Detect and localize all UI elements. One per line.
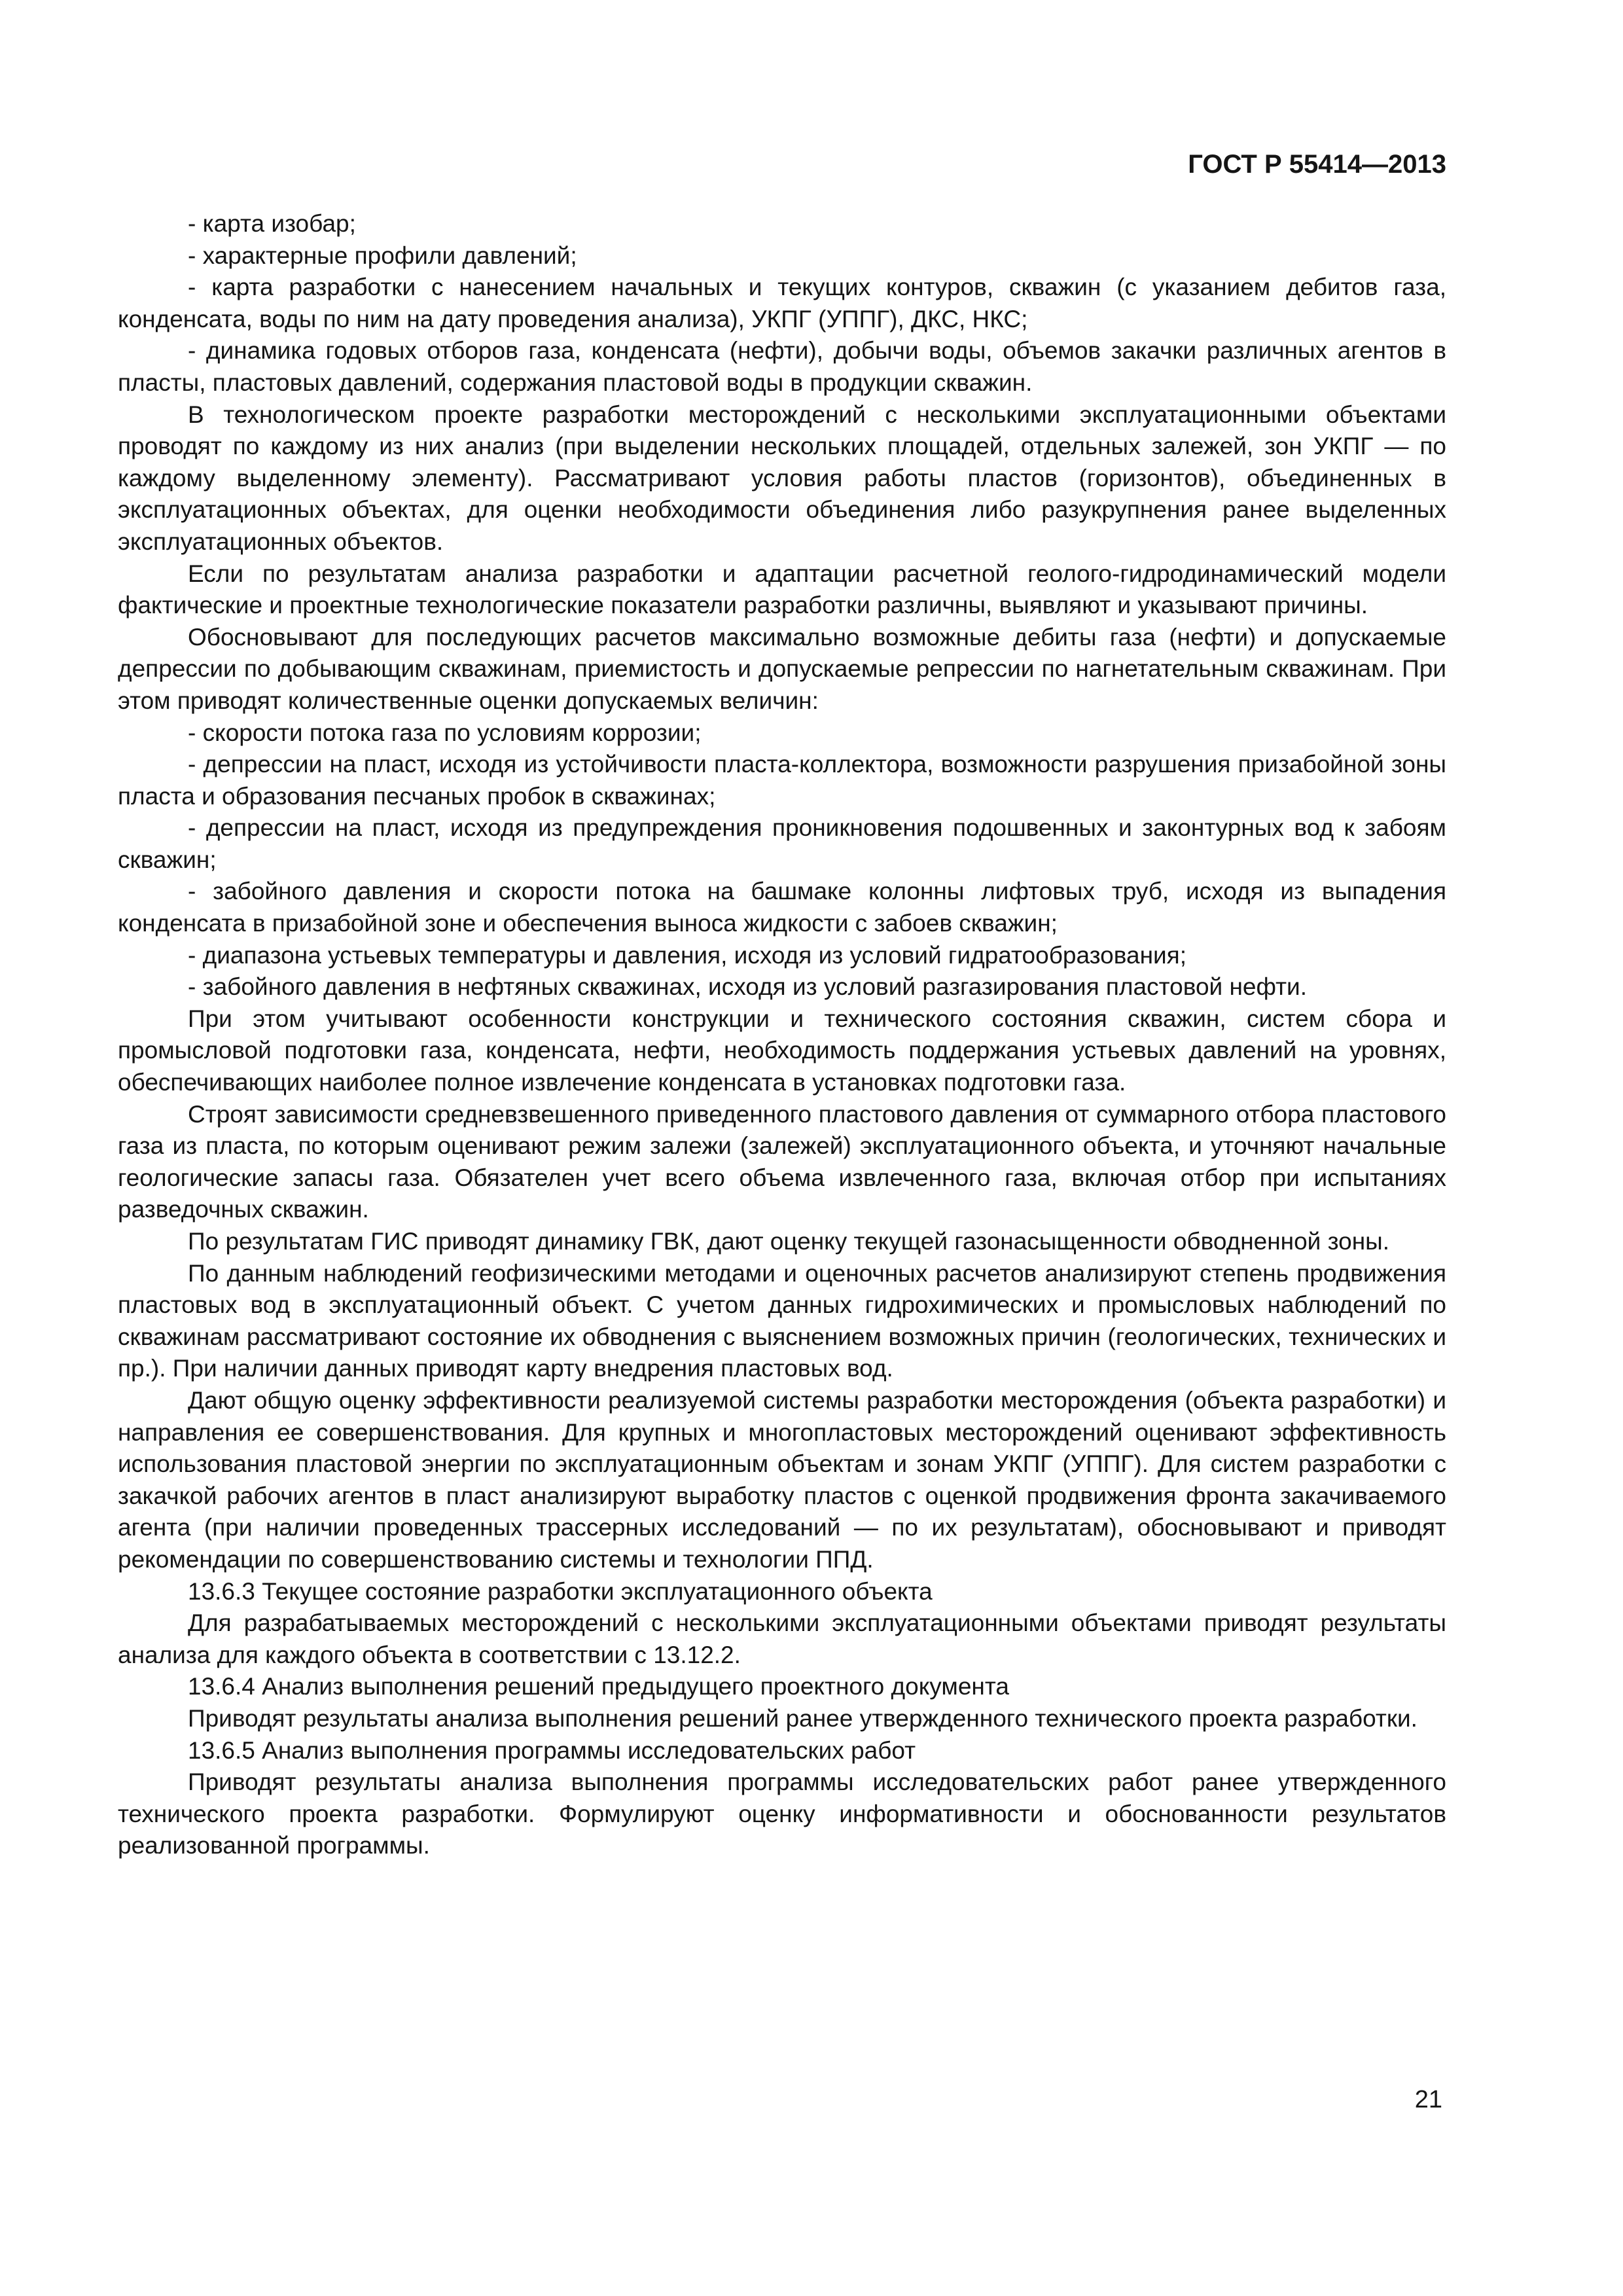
paragraph-13-6-3-body: Для разрабатываемых месторождений с несколькими эксплуатационными объектами приводят результаты анализа для каждого объекта в соответствии с 13.12.2. [118, 1609, 1446, 1668]
section-heading-13-6-3: 13.6.3 Текущее состояние разработки эксплуатационного объекта [188, 1577, 933, 1605]
list-item-pressure-profiles: - характерные профили давлений; [188, 242, 577, 269]
paragraph-flow-rate-justification: Обосновывают для последующих расчетов максимально возможные дебиты газа (нефти) и допускаемые депрессии по добывающим скважинам, приемистость и допускаемые репрессии по нагнетательным скважинам. При этом приводят количественные оценки допускаемых величин: [118, 623, 1446, 714]
list-item-drawdown-stability: - депрессии на пласт, исходя из устойчивости пласта-коллектора, возможности разрушения призабойной зоны пласта и образования песчаных пробок в скважинах; [118, 751, 1446, 810]
paragraph-gis-results: По результатам ГИС приводят динамику ГВК, дают оценку текущей газонасыщенности обводненной зоны. [188, 1228, 1390, 1255]
list-item-gas-velocity: - скорости потока газа по условиям коррозии; [188, 719, 702, 746]
list-item-bottomhole-pressure: - забойного давления и скорости потока на башмаке колонны лифтовых труб, исходя из выпадения конденсата в призабойной зоне и обеспечения выноса жидкости с забоев скважин; [118, 878, 1446, 937]
page-number: 21 [1414, 2086, 1442, 2113]
paragraph-well-construction: При этом учитывают особенности конструкции и технического состояния скважин, систем сбора и промысловой подготовки газа, конденсата, нефти, необходимость поддержания устьевых давлений на уровнях, обеспечивающих наиболее полное извлечение конденсата в установках подготовки газа. [118, 1005, 1446, 1096]
paragraph-13-6-4-body: Приводят результаты анализа выполнения решений ранее утвержденного технического проекта разработки. [188, 1704, 1418, 1732]
body-text [118, 208, 1446, 1862]
list-item-oil-well-pressure: - забойного давления в нефтяных скважинах, исходя из условий разгазирования пластовой нефти. [188, 973, 1308, 1001]
document-designation: ГОСТ Р 55414—2013 [1188, 150, 1446, 179]
paragraph-13-6-5-body: Приводят результаты анализа выполнения программы исследовательских работ ранее утвержденного технического проекта разработки. Формулируют оценку информативности и обоснованности результатов реализованной программы. [118, 1768, 1446, 1859]
list-item-drawdown-water: - депрессии на пласт, исходя из предупреждения проникновения подошвенных и законтурных вод к забоям скважин; [118, 814, 1446, 873]
paragraph-efficiency-assessment: Дают общую оценку эффективности реализуемой системы разработки месторождения (объекта разработки) и направления ее совершенствования. Для крупных и многопластовых месторождений оценивают эффективность использования пластовой энергии по эксплуатационным объектам и зонам УКПГ (УППГ). Для систем разработки с закачкой рабочих агентов в пласт анализируют выработку пластов с оценкой продвижения фронта закачиваемого агента (при наличии проведенных трассерных исследований — по их результатам), обосновывают и приводят рекомендации по совершенствованию системы и технологии ППД. [118, 1386, 1446, 1573]
list-item-production-dynamics: - динамика годовых отборов газа, конденсата (нефти), добычи воды, объемов закачки различных агентов в пласты, пластовых давлений, содержания пластовой воды в продукции скважин. [118, 337, 1446, 396]
section-heading-13-6-4: 13.6.4 Анализ выполнения решений предыдущего проектного документа [188, 1673, 1009, 1700]
paragraph-water-encroachment: По данным наблюдений геофизическими методами и оценочных расчетов анализируют степень продвижения пластовых вод в эксплуатационный объект. С учетом данных гидрохимических и промысловых наблюдений по скважинам рассматривают состояние их обводнения с выяснением возможных причин (геологических, технических и пр.). При наличии данных приводят карту внедрения пластовых вод. [118, 1259, 1446, 1382]
paragraph-multi-object-analysis: В технологическом проекте разработки месторождений с несколькими эксплуатационными объектами проводят по каждому из них анализ (при выделении нескольких площадей, отдельных залежей, зон УКПГ — по каждому выделенному элементу). Рассматривают условия работы пластов (горизонтов), объединенных в эксплуатационных объектах, для оценки необходимости объединения либо разукрупнения ранее выделенных эксплуатационных объектов. [118, 401, 1446, 555]
list-item-development-map: - карта разработки с нанесением начальных и текущих контуров, скважин (с указанием дебитов газа, конденсата, воды по ним на дату проведения анализа), УКПГ (УППГ), ДКС, НКС; [118, 274, 1446, 332]
list-item-wellhead-range: - диапазона устьевых температуры и давления, исходя из условий гидратообразования; [188, 941, 1186, 969]
section-heading-13-6-5: 13.6.5 Анализ выполнения программы исследовательских работ [188, 1736, 916, 1764]
paragraph-model-adaptation: Если по результатам анализа разработки и адаптации расчетной геолого-гидродинамический модели фактические и проектные технологические показатели разработки различны, выявляют и указывают причины. [118, 560, 1446, 619]
paragraph-pressure-dependency: Строят зависимости средневзвешенного приведенного пластового давления от суммарного отбора пластового газа из пласта, по которым оценивают режим залежи (залежей) эксплуатационного объекта, и уточняют начальные геологические запасы газа. Обязателен учет всего объема извлеченного газа, включая отбор при испытаниях разведочных скважин. [118, 1100, 1446, 1223]
list-item-isobar-map: - карта изобар; [188, 210, 356, 237]
